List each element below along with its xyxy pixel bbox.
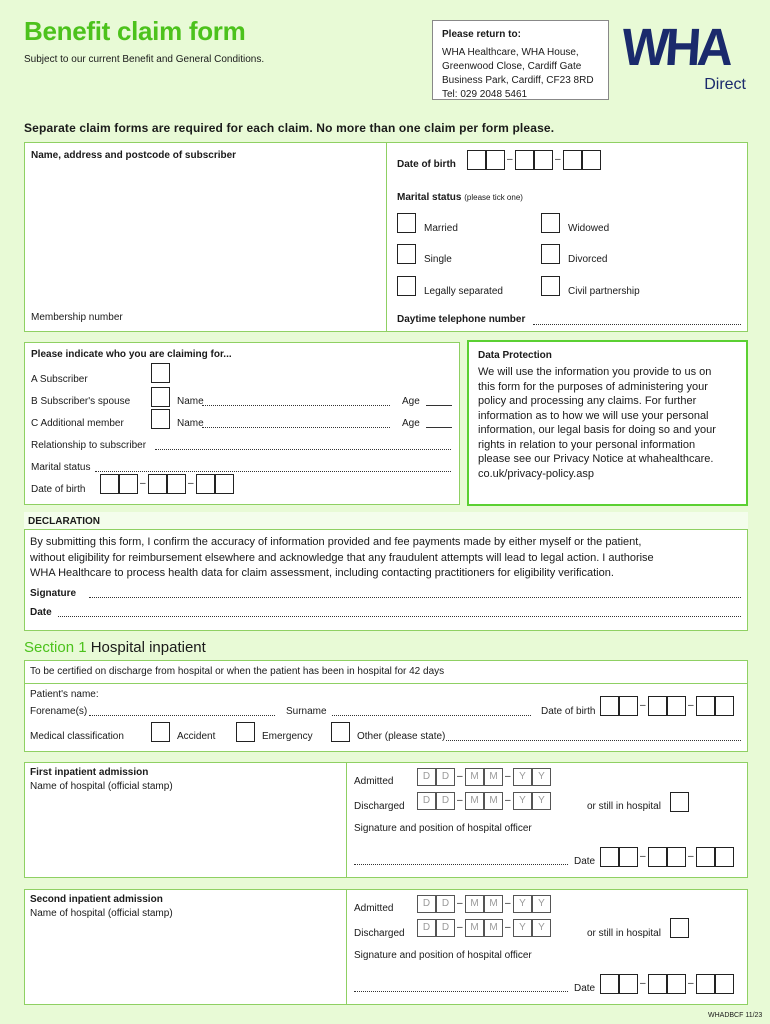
discharged-label: Discharged	[354, 928, 405, 939]
claim-dob-box[interactable]	[196, 474, 215, 494]
second-admission-heading: Second inpatient admission	[30, 894, 163, 905]
admitted-date-box[interactable]: M	[465, 768, 484, 786]
admission-date-box[interactable]	[648, 974, 667, 994]
date-dash: –	[505, 771, 511, 782]
dob-box-5[interactable]	[563, 150, 582, 170]
dob-box-2[interactable]	[486, 150, 505, 170]
section-title: Hospital inpatient	[90, 639, 206, 656]
still-in-hospital-checkbox[interactable]	[670, 918, 689, 938]
hospital-officer-label: Signature and position of hospital officer	[354, 950, 532, 961]
admission-date-box[interactable]	[696, 847, 715, 867]
accident-label: Accident	[177, 731, 216, 742]
dob-dash: –	[188, 478, 194, 489]
admission-date-box[interactable]	[715, 847, 734, 867]
surname-label: Surname	[286, 706, 327, 717]
form-subtitle: Subject to our current Benefit and General Conditions.	[24, 54, 265, 65]
date-dash: –	[640, 978, 646, 989]
dp-line: this form for the purposes of administering your	[478, 380, 708, 393]
medical-classification-label: Medical classification	[30, 731, 124, 742]
admission-date-box[interactable]	[667, 974, 686, 994]
declaration-heading: DECLARATION	[28, 516, 101, 527]
marital-label: Marital status	[397, 192, 462, 203]
admission-date-box[interactable]	[648, 847, 667, 867]
other-checkbox[interactable]	[331, 722, 350, 742]
discharged-label: Discharged	[354, 801, 405, 812]
return-heading: Please return to:	[442, 29, 521, 40]
dp-line: information as to how we will use your personal	[478, 409, 709, 422]
admission-date-box[interactable]	[619, 974, 638, 994]
single-label: Single	[424, 254, 452, 265]
membership-label: Membership number	[31, 312, 123, 323]
first-admission-heading: First inpatient admission	[30, 767, 149, 778]
dob-box-4[interactable]	[534, 150, 553, 170]
patient-dob-box[interactable]	[648, 696, 667, 716]
date-dash: –	[457, 922, 463, 933]
still-in-hospital-checkbox[interactable]	[670, 792, 689, 812]
phone-label: Daytime telephone number	[397, 314, 526, 325]
additional-name-field[interactable]	[202, 427, 390, 428]
date-dash: –	[640, 851, 646, 862]
single-checkbox[interactable]	[397, 244, 416, 264]
admission-date-box[interactable]	[600, 847, 619, 867]
discharged-date-box[interactable]: Y	[532, 919, 551, 937]
discharged-date-box[interactable]: Y	[513, 919, 532, 937]
date-dash: –	[505, 922, 511, 933]
admitted-date-box[interactable]: Y	[513, 768, 532, 786]
declaration-text	[30, 535, 742, 582]
still-in-hospital-label: or still in hospital	[587, 801, 661, 812]
admitted-label: Admitted	[354, 903, 394, 914]
claim-dob-label: Date of birth	[31, 484, 86, 495]
relationship-label: Relationship to subscriber	[31, 440, 147, 451]
wha-logo	[620, 17, 750, 100]
surname-field[interactable]	[332, 715, 531, 716]
date-dash: –	[688, 978, 694, 989]
dp-line: We will use the information you provide to us on	[478, 366, 712, 378]
hospital-officer-label: Signature and position of hospital officer	[354, 823, 532, 834]
additional-name-label: Name	[177, 418, 204, 429]
additional-age-field[interactable]	[426, 427, 452, 428]
data-protection-heading: Data Protection	[478, 350, 552, 361]
admitted-date-box[interactable]: Y	[532, 768, 551, 786]
logo-text: WHA	[620, 17, 732, 77]
still-in-hospital-label: or still in hospital	[587, 928, 661, 939]
divorced-checkbox[interactable]	[541, 244, 560, 264]
admitted-label: Admitted	[354, 776, 394, 787]
declaration-header-bar	[24, 512, 748, 530]
discharged-date-box[interactable]: M	[484, 792, 503, 810]
admitted-date-box[interactable]: M	[465, 895, 484, 913]
subscriber-dob-label: Date of birth	[397, 159, 456, 170]
accident-checkbox[interactable]	[151, 722, 170, 742]
return-line: Greenwood Close, Cardiff Gate	[442, 61, 582, 72]
claim-marital-label: Marital status	[31, 462, 91, 473]
section-heading	[24, 639, 206, 656]
dp-line: policy and processing any claims. For further	[478, 395, 697, 407]
subscriber-divider	[386, 142, 387, 332]
discharged-date-box[interactable]: D	[417, 792, 436, 810]
signature-label: Signature	[30, 588, 77, 599]
date-dash: –	[457, 898, 463, 909]
subscriber-name-label: Name, address and postcode of subscriber	[31, 150, 237, 161]
dob-box-1[interactable]	[467, 150, 486, 170]
dob-dash: –	[640, 700, 646, 711]
dob-dash: –	[507, 154, 513, 165]
spouse-name-field[interactable]	[202, 405, 390, 406]
admitted-date-box[interactable]: Y	[532, 895, 551, 913]
form-title: Benefit claim form	[24, 16, 246, 46]
claim-dob-box[interactable]	[119, 474, 138, 494]
return-line: Business Park, Cardiff, CF23 8RD	[442, 75, 594, 86]
forenames-label: Forename(s)	[30, 706, 88, 717]
admission-date-label: Date	[574, 856, 596, 867]
spouse-option-label: B Subscriber's spouse	[31, 396, 131, 407]
married-checkbox[interactable]	[397, 213, 416, 233]
relationship-field[interactable]	[155, 449, 451, 450]
footer-code: WHADBCF 11/23	[708, 1012, 763, 1019]
patient-dob-box[interactable]	[619, 696, 638, 716]
date-dash: –	[457, 795, 463, 806]
widowed-checkbox[interactable]	[541, 213, 560, 233]
claim-marital-field[interactable]	[95, 471, 451, 472]
admission-date-box[interactable]	[600, 974, 619, 994]
subscriber-checkbox[interactable]	[151, 363, 170, 383]
emergency-label: Emergency	[262, 731, 313, 742]
admitted-date-box[interactable]: M	[484, 768, 503, 786]
discharged-date-box[interactable]: M	[465, 919, 484, 937]
discharged-date-box[interactable]: M	[484, 919, 503, 937]
discharged-date-box[interactable]: D	[436, 919, 455, 937]
dob-dash: –	[555, 154, 561, 165]
widowed-label: Widowed	[568, 223, 610, 234]
dob-dash: –	[140, 478, 146, 489]
dp-line: rights in relation to your personal information	[478, 438, 696, 451]
emergency-checkbox[interactable]	[236, 722, 255, 742]
notice: Separate claim forms are required for each claim. No more than one claim per form please.	[24, 121, 555, 135]
date-dash: –	[688, 851, 694, 862]
logo-sub: Direct	[704, 76, 746, 93]
first-admission-divider	[346, 762, 347, 878]
separated-label: Legally separated	[424, 286, 503, 297]
dob-dash: –	[688, 700, 694, 711]
admitted-date-box[interactable]: M	[484, 895, 503, 913]
dp-line: information, our legal basis for doing so and your	[478, 424, 716, 436]
declaration-line: WHA Healthcare to process health data for claim assessment, including contacting practitioners for eligibility verification.	[30, 567, 614, 579]
section-number: Section 1	[24, 639, 87, 656]
patient-dob-label: Date of birth	[541, 706, 596, 717]
return-line: Tel: 029 2048 5461	[442, 89, 528, 100]
declaration-date-field[interactable]	[58, 616, 741, 617]
spouse-checkbox[interactable]	[151, 387, 170, 407]
dob-box-6[interactable]	[582, 150, 601, 170]
civil-partnership-checkbox[interactable]	[541, 276, 560, 296]
claim-dob-box[interactable]	[148, 474, 167, 494]
dp-line: co.uk/privacy-policy.asp	[478, 467, 594, 480]
date-dash: –	[505, 795, 511, 806]
spouse-age-label: Age	[402, 396, 420, 407]
hospital-stamp-label: Name of hospital (official stamp)	[30, 908, 173, 919]
claim-dob-box[interactable]	[167, 474, 186, 494]
hospital-officer-field[interactable]	[354, 864, 568, 865]
subscriber-option-label: A Subscriber	[31, 374, 88, 385]
admitted-date-box[interactable]: Y	[513, 895, 532, 913]
section1-intro: To be certified on discharge from hospital or when the patient has been in hospital for 42 days	[30, 666, 445, 677]
additional-option-label: C Additional member	[31, 418, 124, 429]
marital-hint: (please tick one)	[464, 193, 523, 202]
admission-date-label: Date	[574, 983, 596, 994]
return-address-box	[432, 20, 609, 100]
patient-dob-box[interactable]	[600, 696, 619, 716]
patient-name-label: Patient's name:	[30, 689, 99, 700]
hospital-stamp-label: Name of hospital (official stamp)	[30, 781, 173, 792]
forenames-field[interactable]	[89, 715, 275, 716]
phone-field[interactable]	[533, 324, 741, 325]
admitted-date-box[interactable]: D	[436, 895, 455, 913]
admitted-date-box[interactable]: D	[417, 895, 436, 913]
declaration-date-label: Date	[30, 607, 52, 618]
second-admission-divider	[346, 889, 347, 1005]
signature-field[interactable]	[89, 597, 741, 598]
discharged-date-box[interactable]: M	[465, 792, 484, 810]
admitted-date-box[interactable]: D	[417, 768, 436, 786]
admission-date-box[interactable]	[696, 974, 715, 994]
data-protection-text	[478, 365, 743, 481]
patient-dob-box[interactable]	[715, 696, 734, 716]
date-dash: –	[457, 771, 463, 782]
section1-intro-divider	[24, 683, 748, 684]
declaration-line: By submitting this form, I confirm the accuracy of information provided and fee payments made by either myself or the patient,	[30, 536, 642, 548]
claiming-heading: Please indicate who you are claiming for...	[31, 349, 232, 360]
claim-dob-box[interactable]	[100, 474, 119, 494]
hospital-officer-field[interactable]	[354, 991, 568, 992]
return-line: WHA Healthcare, WHA House,	[442, 47, 579, 58]
discharged-date-box[interactable]: D	[436, 792, 455, 810]
patient-dob-box[interactable]	[667, 696, 686, 716]
patient-dob-box[interactable]	[696, 696, 715, 716]
admission-date-box[interactable]	[619, 847, 638, 867]
other-field[interactable]	[446, 740, 741, 741]
married-label: Married	[424, 223, 458, 234]
marital-heading	[397, 192, 523, 203]
other-label: Other (please state)	[357, 731, 446, 742]
declaration-line: without eligibility for reimbursement elsewhere and acknowledge that any fraudulent attempts will lead to legal action. I authorise	[30, 551, 654, 564]
discharged-date-box[interactable]: D	[417, 919, 436, 937]
admitted-date-box[interactable]: D	[436, 768, 455, 786]
separated-checkbox[interactable]	[397, 276, 416, 296]
dp-line: please see our Privacy Notice at whahealthcare.	[478, 453, 714, 465]
additional-checkbox[interactable]	[151, 409, 170, 429]
admission-date-box[interactable]	[715, 974, 734, 994]
discharged-date-box[interactable]: Y	[513, 792, 532, 810]
admission-date-box[interactable]	[667, 847, 686, 867]
divorced-label: Divorced	[568, 254, 608, 265]
spouse-name-label: Name	[177, 396, 204, 407]
claim-dob-box[interactable]	[215, 474, 234, 494]
civil-partnership-label: Civil partnership	[568, 286, 640, 297]
discharged-date-box[interactable]: Y	[532, 792, 551, 810]
additional-age-label: Age	[402, 418, 420, 429]
spouse-age-field[interactable]	[426, 405, 452, 406]
date-dash: –	[505, 898, 511, 909]
dob-box-3[interactable]	[515, 150, 534, 170]
